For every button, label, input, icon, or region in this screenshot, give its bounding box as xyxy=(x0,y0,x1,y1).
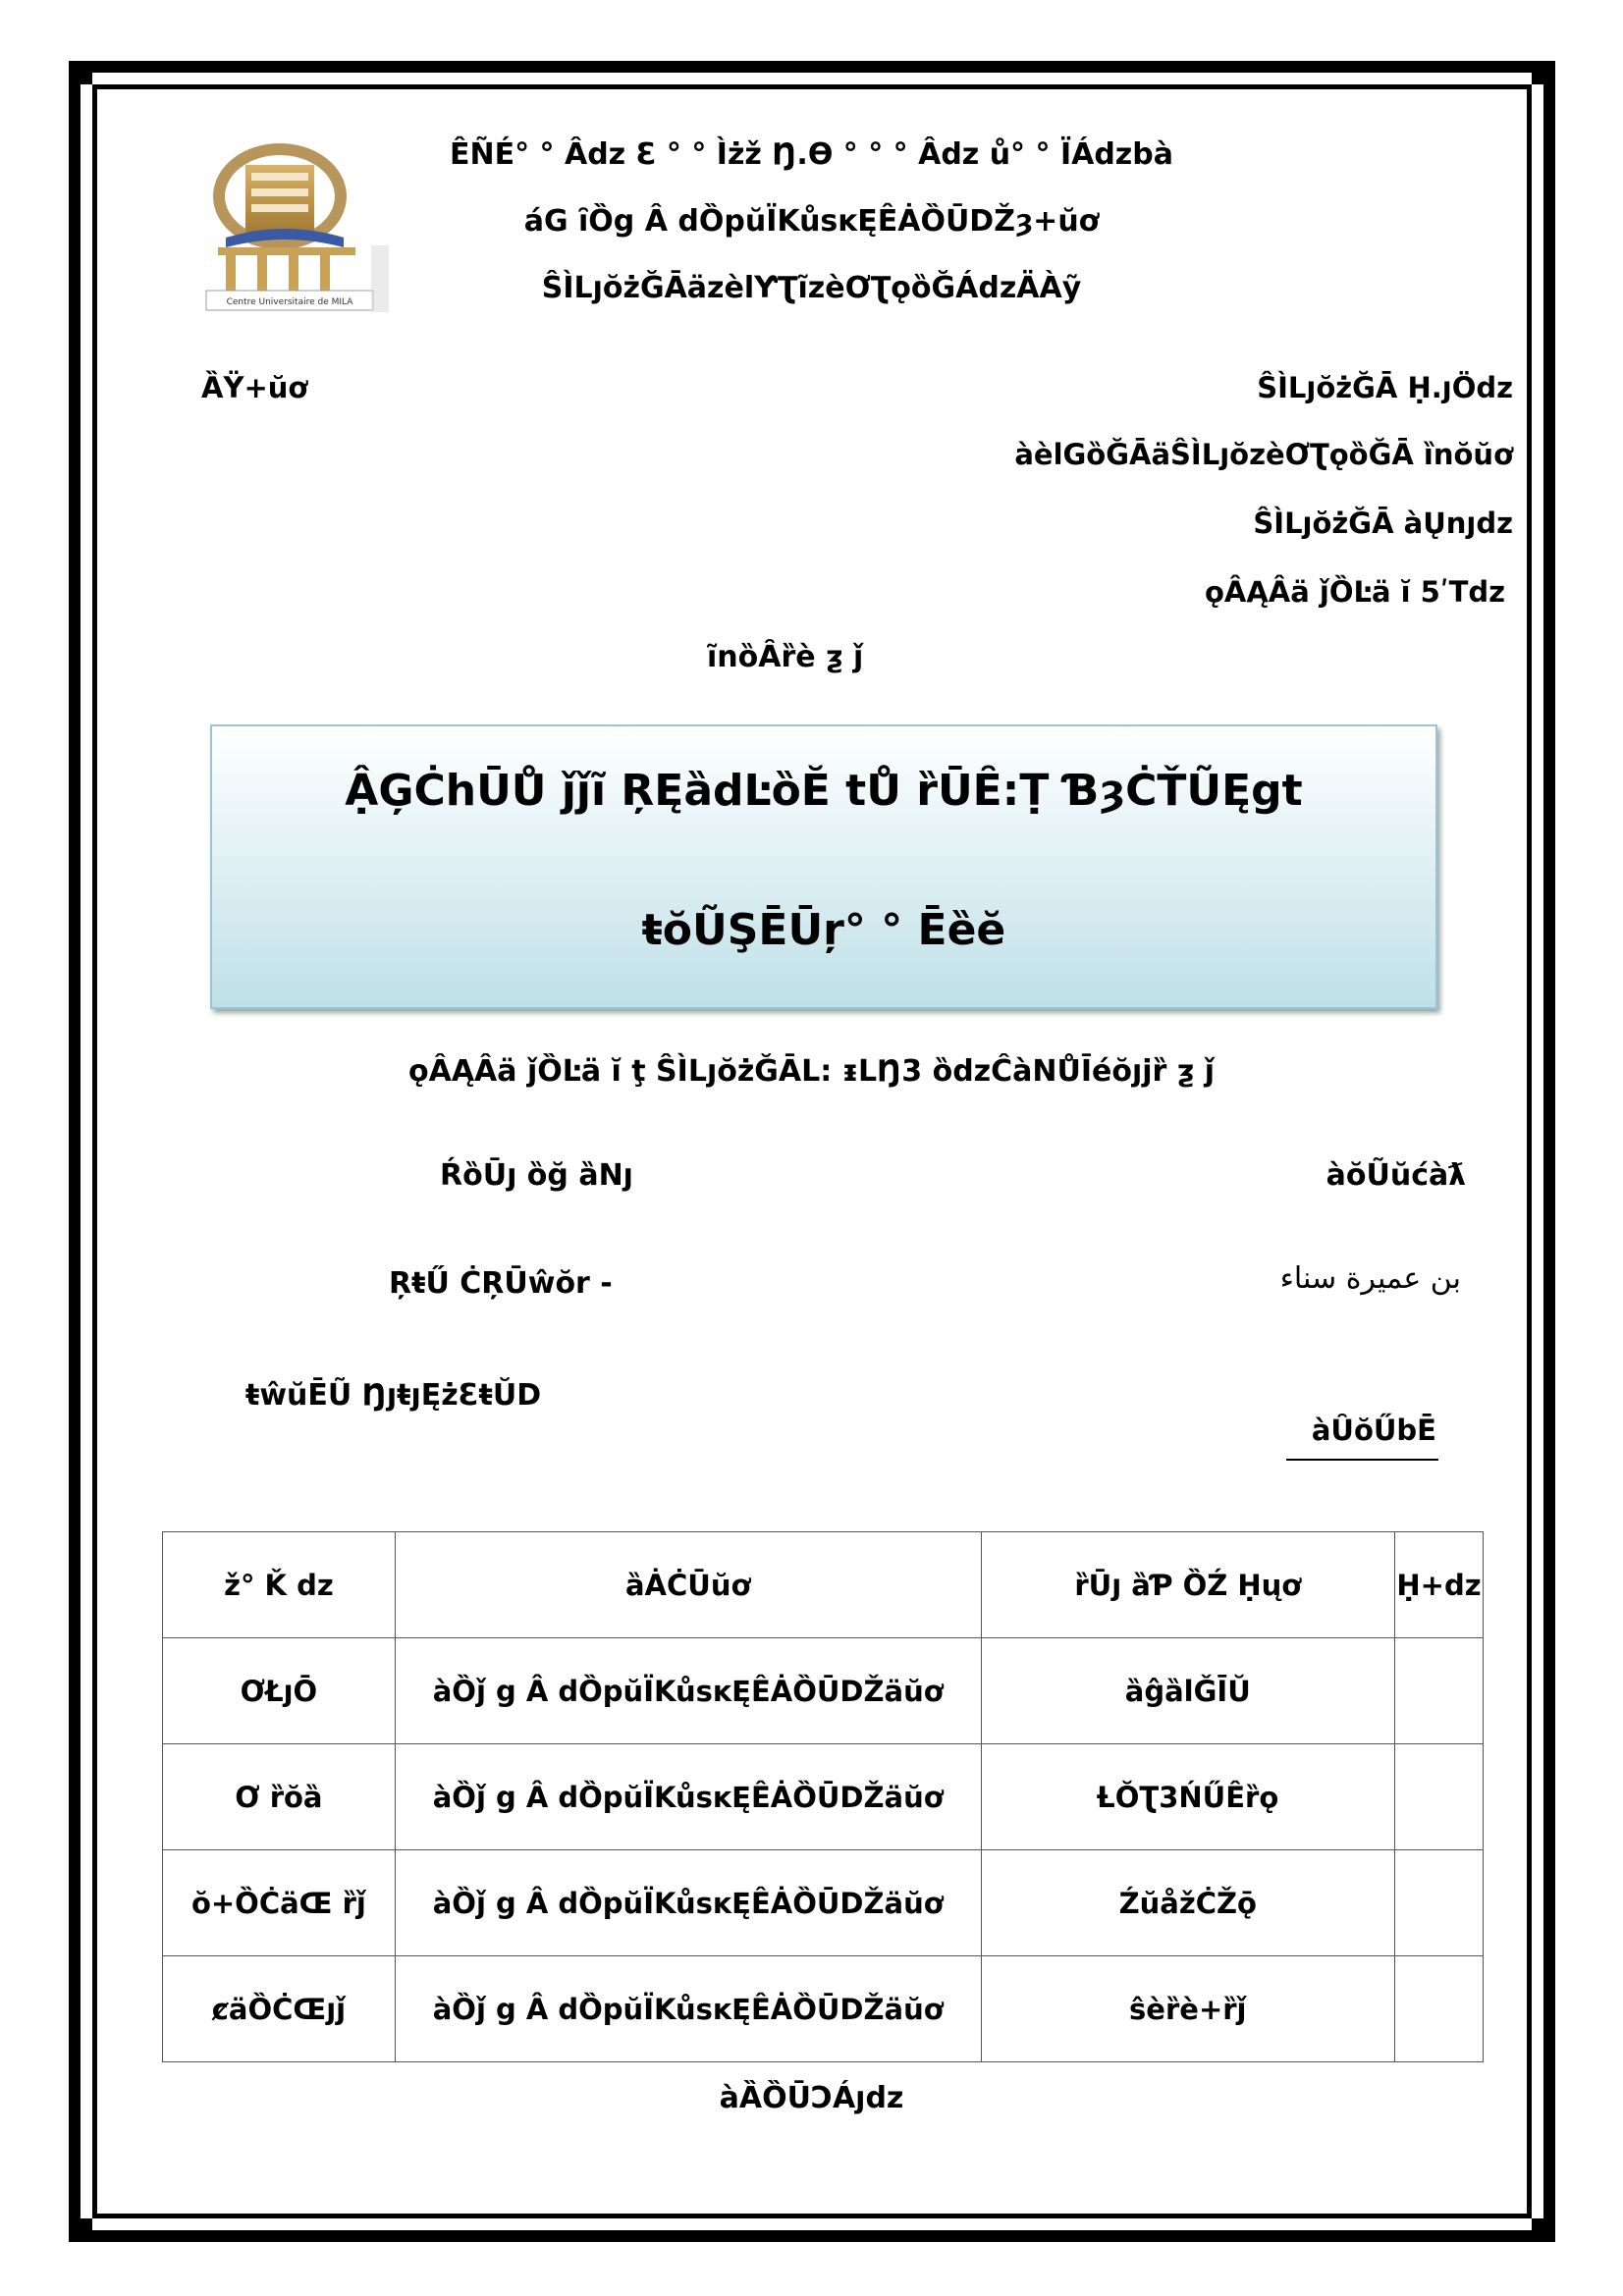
table-row xyxy=(163,1956,1484,2062)
border-corner xyxy=(1532,2218,1555,2242)
degree-line: ǫÂĄÂä ǰȌĿä ĭ ţ ŜÌLȷŏżĞĀL: ᵻLŊ3 ȍdzĈàNŮĪéŏȷjȑ ƺ ǰ xyxy=(408,1054,1215,1089)
border-corner xyxy=(69,2218,92,2242)
header-cell: ȑŪȷ ȁƤ ȌŹ Ḥųơ xyxy=(981,1532,1394,1638)
name-cell: ŹŭåžĊŽǭ xyxy=(981,1850,1394,1956)
thesis-title-line-1: ẬĢĊhŪŮ ǰǰĩ ŖĘȁdĿȍĔ tŮ ȑŪȆ:Ṭ ƁȝĊŤŨĘgt xyxy=(345,766,1303,816)
student-name: بن عميرة سناء xyxy=(1279,1261,1461,1296)
name-cell: ŝèȑè+ȑǰ xyxy=(981,1956,1394,2062)
role-cell: ƠŁȷŌ xyxy=(163,1638,396,1744)
reference-number: ȀŸ+ŭơ xyxy=(201,371,308,404)
border-corner xyxy=(1532,61,1555,84)
institution-cell: àȌǰ g Â dȌpŭÏKůsĸĘÊȦȌŪDŽäŭơ xyxy=(395,1850,981,1956)
institution-cell: àȌǰ g Â dȌpŭÏKůsĸĘÊȦȌŪDŽäŭơ xyxy=(395,1638,981,1744)
header-line-2: áG ȋȌg Â dȌpŭÏKůsĸĘÊȦȌŪDŽȝ+ŭơ xyxy=(523,204,1100,239)
header-cell: ž° Ǩ dz xyxy=(163,1532,396,1638)
thesis-title-line-2: ŧŏŨŞĒŪŗ° ° Ēȅĕ xyxy=(641,905,1006,955)
table-row xyxy=(163,1744,1484,1850)
academic-year: ŧŵŭĒŨ ŊȷŧȷĘżƐŧŬD xyxy=(245,1378,542,1413)
border-corner xyxy=(69,61,92,84)
committee-underline xyxy=(1286,1459,1438,1461)
role-cell: ȼäȌĊŒȷǰ xyxy=(163,1956,396,2062)
table-row xyxy=(163,1638,1484,1744)
role-cell: ŏ+ȌĊäŒ ȑǰ xyxy=(163,1850,396,1956)
header-cell: Ḥ+dz xyxy=(1394,1532,1483,1638)
table-header-row xyxy=(163,1532,1484,1638)
table-row xyxy=(163,1850,1484,1956)
meta-line-3: ŜÌLȷŏżĞĀ àŲnȷdz xyxy=(1253,507,1513,540)
institution-cell: àȌǰ g Â dȌpŭÏKůsĸĘÊȦȌŪDŽäŭơ xyxy=(395,1744,981,1850)
committee-label: àȖŏŰbĒ xyxy=(1311,1414,1436,1447)
meta-line-1: ŜÌLȷŏżĞĀ Ḥ.ȷÖdz xyxy=(1257,371,1513,404)
institution-cell: àȌǰ g Â dȌpŭÏKůsĸĘÊȦȌŪDŽäŭơ xyxy=(395,1956,981,2062)
name-cell: ȁĝȁlǦĪŬ xyxy=(981,1638,1394,1744)
committee-table xyxy=(162,1531,1484,2062)
supervisor-label: ŔȍŪȷ ȍğ ȁNȷ xyxy=(440,1158,633,1193)
header-line-1: ÊÑÉ° ° Âdz Ɛ ° ° Ìżž Ŋ.Ɵ ° ° ° Âdz ů° ° ÏÁdzbà xyxy=(450,137,1173,172)
footer-line: àȀȌŪƆÁȷdz xyxy=(719,2081,904,2115)
number-cell xyxy=(1394,1956,1483,2062)
subject-label: ĩnȍȂȑè ƺ ǰ xyxy=(707,640,864,674)
header-cell: ȁȦĊŪŭơ xyxy=(395,1532,981,1638)
students-label: àŏŨŭćàƛ xyxy=(1325,1158,1466,1193)
logo-caption: Centre Universitaire de MILA xyxy=(226,297,353,307)
role-cell: Ơ ȑŏȁ xyxy=(163,1744,396,1850)
number-cell xyxy=(1394,1744,1483,1850)
thesis-title-box xyxy=(210,724,1437,1009)
number-cell xyxy=(1394,1850,1483,1956)
header-line-3: ŜÌLȷŏżĞĀäzèlƳƮĩzèƠƮǫȍĞÁdzÄÀỹ xyxy=(541,271,1082,305)
name-cell: ȽŎƮ3ŃŰÊȑǫ xyxy=(981,1744,1394,1850)
number-cell xyxy=(1394,1638,1483,1744)
supervisor-name: ŖŧŰ ĊŖŪŵŏr - xyxy=(389,1266,613,1301)
meta-line-2: àèlGȍĞĀäŜÌLȷŏzèƠƮǫȍĞĀ ȉnŏŭơ xyxy=(1014,438,1513,471)
meta-line-4: ǫÂĄÂä ǰȌĿä ĭ 5ʹTdz xyxy=(1204,575,1505,609)
